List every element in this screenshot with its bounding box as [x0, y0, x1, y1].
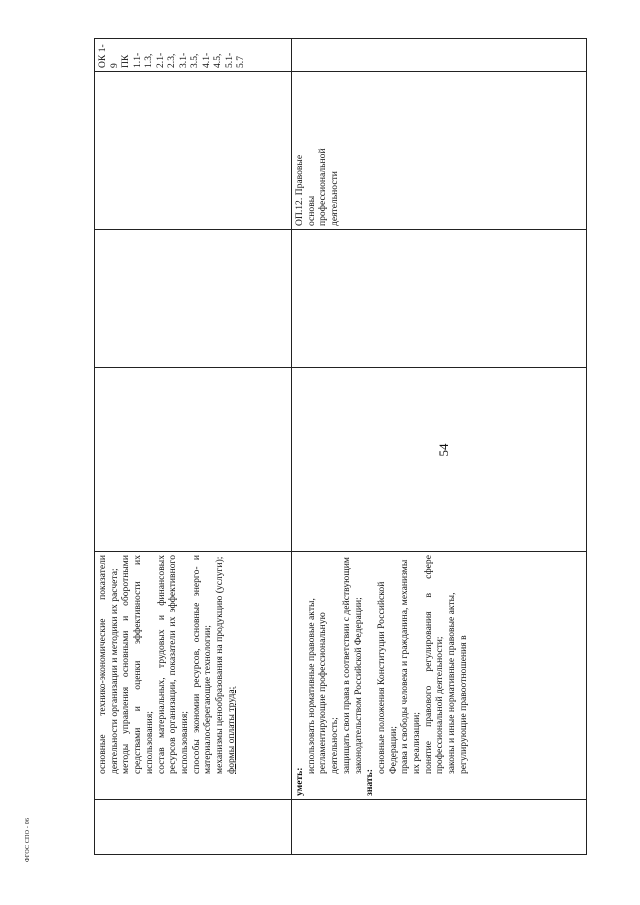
- content-line: основные технико-экономические показатели деятельности организации и методики их расчета;: [97, 555, 120, 774]
- discipline-cell: [292, 72, 587, 230]
- content-line: способы экономии ресурсов, основные энерго- и материалосберегающие технологии;: [190, 555, 214, 774]
- hours-cell: [95, 230, 292, 368]
- znat-label: знать:: [364, 769, 376, 796]
- index-cell: [95, 800, 292, 855]
- content-line: основные положения Конституции Российской Федерации;: [375, 581, 399, 774]
- page-number: 54: [436, 443, 451, 457]
- discipline-line: деятельности: [328, 171, 340, 226]
- content-line: защищать свои права в соответствии с действующим законодательством Российской Федерации;: [340, 557, 364, 774]
- content-line: формы оплаты труда;: [225, 686, 237, 774]
- index-cell: [292, 800, 587, 855]
- content-line: состав материальных, трудовых и финансовых ресурсов организации, показатели их эффективного использования;: [155, 555, 190, 774]
- content-line: методы управления основными и оборотными средствами и оценки эффективности их использования;: [120, 555, 155, 774]
- table-row: [292, 39, 587, 855]
- content-line: понятие правового регулирования в сфере профессиональной деятельности;: [422, 555, 446, 774]
- discipline-line: профессиональной: [317, 148, 328, 226]
- discipline-line: основы: [305, 195, 317, 226]
- discipline-cell: [95, 72, 292, 230]
- hours-cell: [95, 368, 292, 552]
- table-row: [95, 39, 292, 855]
- content-line: права и свободы человека и гражданина, механизмы их реализации;: [399, 559, 423, 774]
- content-line: использовать нормативные правовые акты, регламентирующие профессиональную деятельность;: [305, 598, 341, 774]
- rotated-table-container: [94, 39, 586, 855]
- competency-line: ПК 1.1-1.3,: [120, 52, 154, 68]
- curriculum-table: [94, 38, 587, 855]
- competency-line: 2.1-2.3, 3.1-3.5,: [154, 52, 200, 68]
- umet-label: уметь:: [294, 767, 305, 796]
- content-line: механизмы ценообразования на продукцию (услуги);: [214, 556, 226, 774]
- competency-line: ОК 1-9: [97, 44, 120, 68]
- content-line: законы и иные нормативные правовые акты, регулирующие правоотношения в: [446, 592, 469, 774]
- hours-cell: [292, 230, 587, 368]
- content-cell: [292, 552, 587, 800]
- hours-cell: [292, 368, 587, 552]
- competencies-cell: [95, 39, 292, 72]
- discipline-line: ОП.12. Правовые: [294, 154, 305, 226]
- competency-line: 4.1-4.5, 5.1-5.7: [200, 52, 246, 68]
- content-cell: [95, 552, 292, 800]
- footer-mark: ФГОС СПО - 06: [25, 817, 31, 863]
- curriculum-table-wrapper: [94, 39, 586, 855]
- competencies-cell: [292, 39, 587, 72]
